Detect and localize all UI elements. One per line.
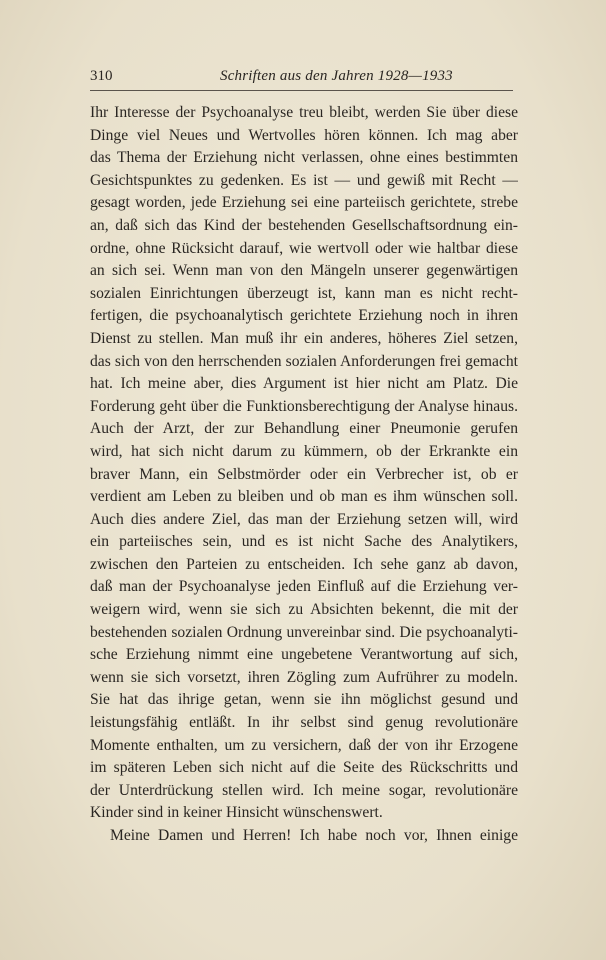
text-line: Auch dies andere Ziel, das man der Erziehung setzen will, wird <box>90 510 518 528</box>
text-line: an, daß sich das Kind der bestehenden Gesellschaftsordnung ein- <box>90 216 518 234</box>
page-number: 310 <box>90 68 113 84</box>
body-text <box>90 102 518 848</box>
text-line: braver Mann, ein Selbstmörder oder ein Verbrecher ist, ob er <box>90 465 518 483</box>
header-rule <box>90 90 513 91</box>
text-line: Momente enthalten, um zu versichern, daß der von ihr Erzogene <box>90 736 518 754</box>
text-line: ein parteiisches sein, und es ist nicht Sache des Analytikers, <box>90 533 518 551</box>
text-line: fertigen, die psychoanalytisch gerichtete Erziehung noch in ihren <box>90 307 518 325</box>
text-line: ordne, ohne Rücksicht darauf, wie wertvoll oder wie haltbar diese <box>90 239 518 257</box>
text-line: sche Erziehung nimmt eine ungebetene Verantwortung auf sich, <box>90 646 518 664</box>
text-line: verdient am Leben zu bleiben und ob man es ihm wünschen soll. <box>90 488 518 506</box>
text-line: Sie hat das ihrige getan, wenn sie ihn möglichst gesund und <box>90 691 518 709</box>
text-line: Ihr Interesse der Psychoanalyse treu bleibt, werden Sie über diese <box>90 104 518 121</box>
text-line: wenn sie sich vorsetzt, ihren Zögling zum Aufrührer zu modeln. <box>90 668 518 686</box>
text-line: an sich sei. Wenn man von den Mängeln unserer gegenwärtigen <box>90 262 518 280</box>
paragraph-start-line: Meine Damen und Herren! Ich habe noch vor, Ihnen einige <box>110 827 518 844</box>
text-line: hat. Ich meine aber, dies Argument ist hier nicht am Platz. Die <box>90 375 518 393</box>
text-line: gesagt worden, jede Erziehung sei eine parteiisch gerichtete, strebe <box>90 194 518 212</box>
text-line: das Thema der Erziehung nicht verlassen, ohne eines bestimmten <box>90 149 518 167</box>
text-line: der Unterdrückung stellen wird. Ich meine sogar, revolutionäre <box>90 781 518 799</box>
paragraph-end-line: Kinder sind in keiner Hinsicht wünschenswert. <box>90 804 383 822</box>
text-line: daß man der Psychoanalyse jeden Einfluß auf die Erziehung ver- <box>90 578 518 596</box>
text-line: Auch der Arzt, der zur Behandlung einer Pneumonie gerufen <box>90 420 518 438</box>
text-line: Dienst zu stellen. Man muß ihr ein anderes, höheres Ziel setzen, <box>90 329 518 347</box>
text-line: Gesichtspunktes zu gedenken. Es ist — und gewiß mit Recht — <box>90 171 518 189</box>
text-line: leistungsfähig entläßt. In ihr selbst sind genug revolutionäre <box>90 714 518 732</box>
text-line: das sich von den herrschenden sozialen Anforderungen frei gemacht <box>90 352 518 370</box>
text-line: Dinge viel Neues und Wertvolles hören können. Ich mag aber <box>90 126 518 144</box>
text-line: zwischen den Parteien zu entscheiden. Ich sehe ganz ab davon, <box>90 555 518 573</box>
text-line: weigern wird, wenn sie sich zu Absichten bekennt, die mit der <box>90 601 518 619</box>
text-line: sozialen Einrichtungen überzeugt ist, kann man es nicht recht- <box>90 284 518 302</box>
running-title: Schriften aus den Jahren 1928—1933 <box>220 68 453 84</box>
text-line: wird, hat sich nicht darum zu kümmern, ob der Erkrankte ein <box>90 442 518 460</box>
text-line: im späteren Leben sich nicht auf die Seite des Rückschritts und <box>90 759 518 777</box>
text-line: Forderung geht über die Funktionsberechtigung der Analyse hinaus. <box>90 397 518 415</box>
text-line: bestehenden sozialen Ordnung unvereinbar sind. Die psychoanalyti- <box>90 623 518 641</box>
running-header <box>90 66 510 86</box>
